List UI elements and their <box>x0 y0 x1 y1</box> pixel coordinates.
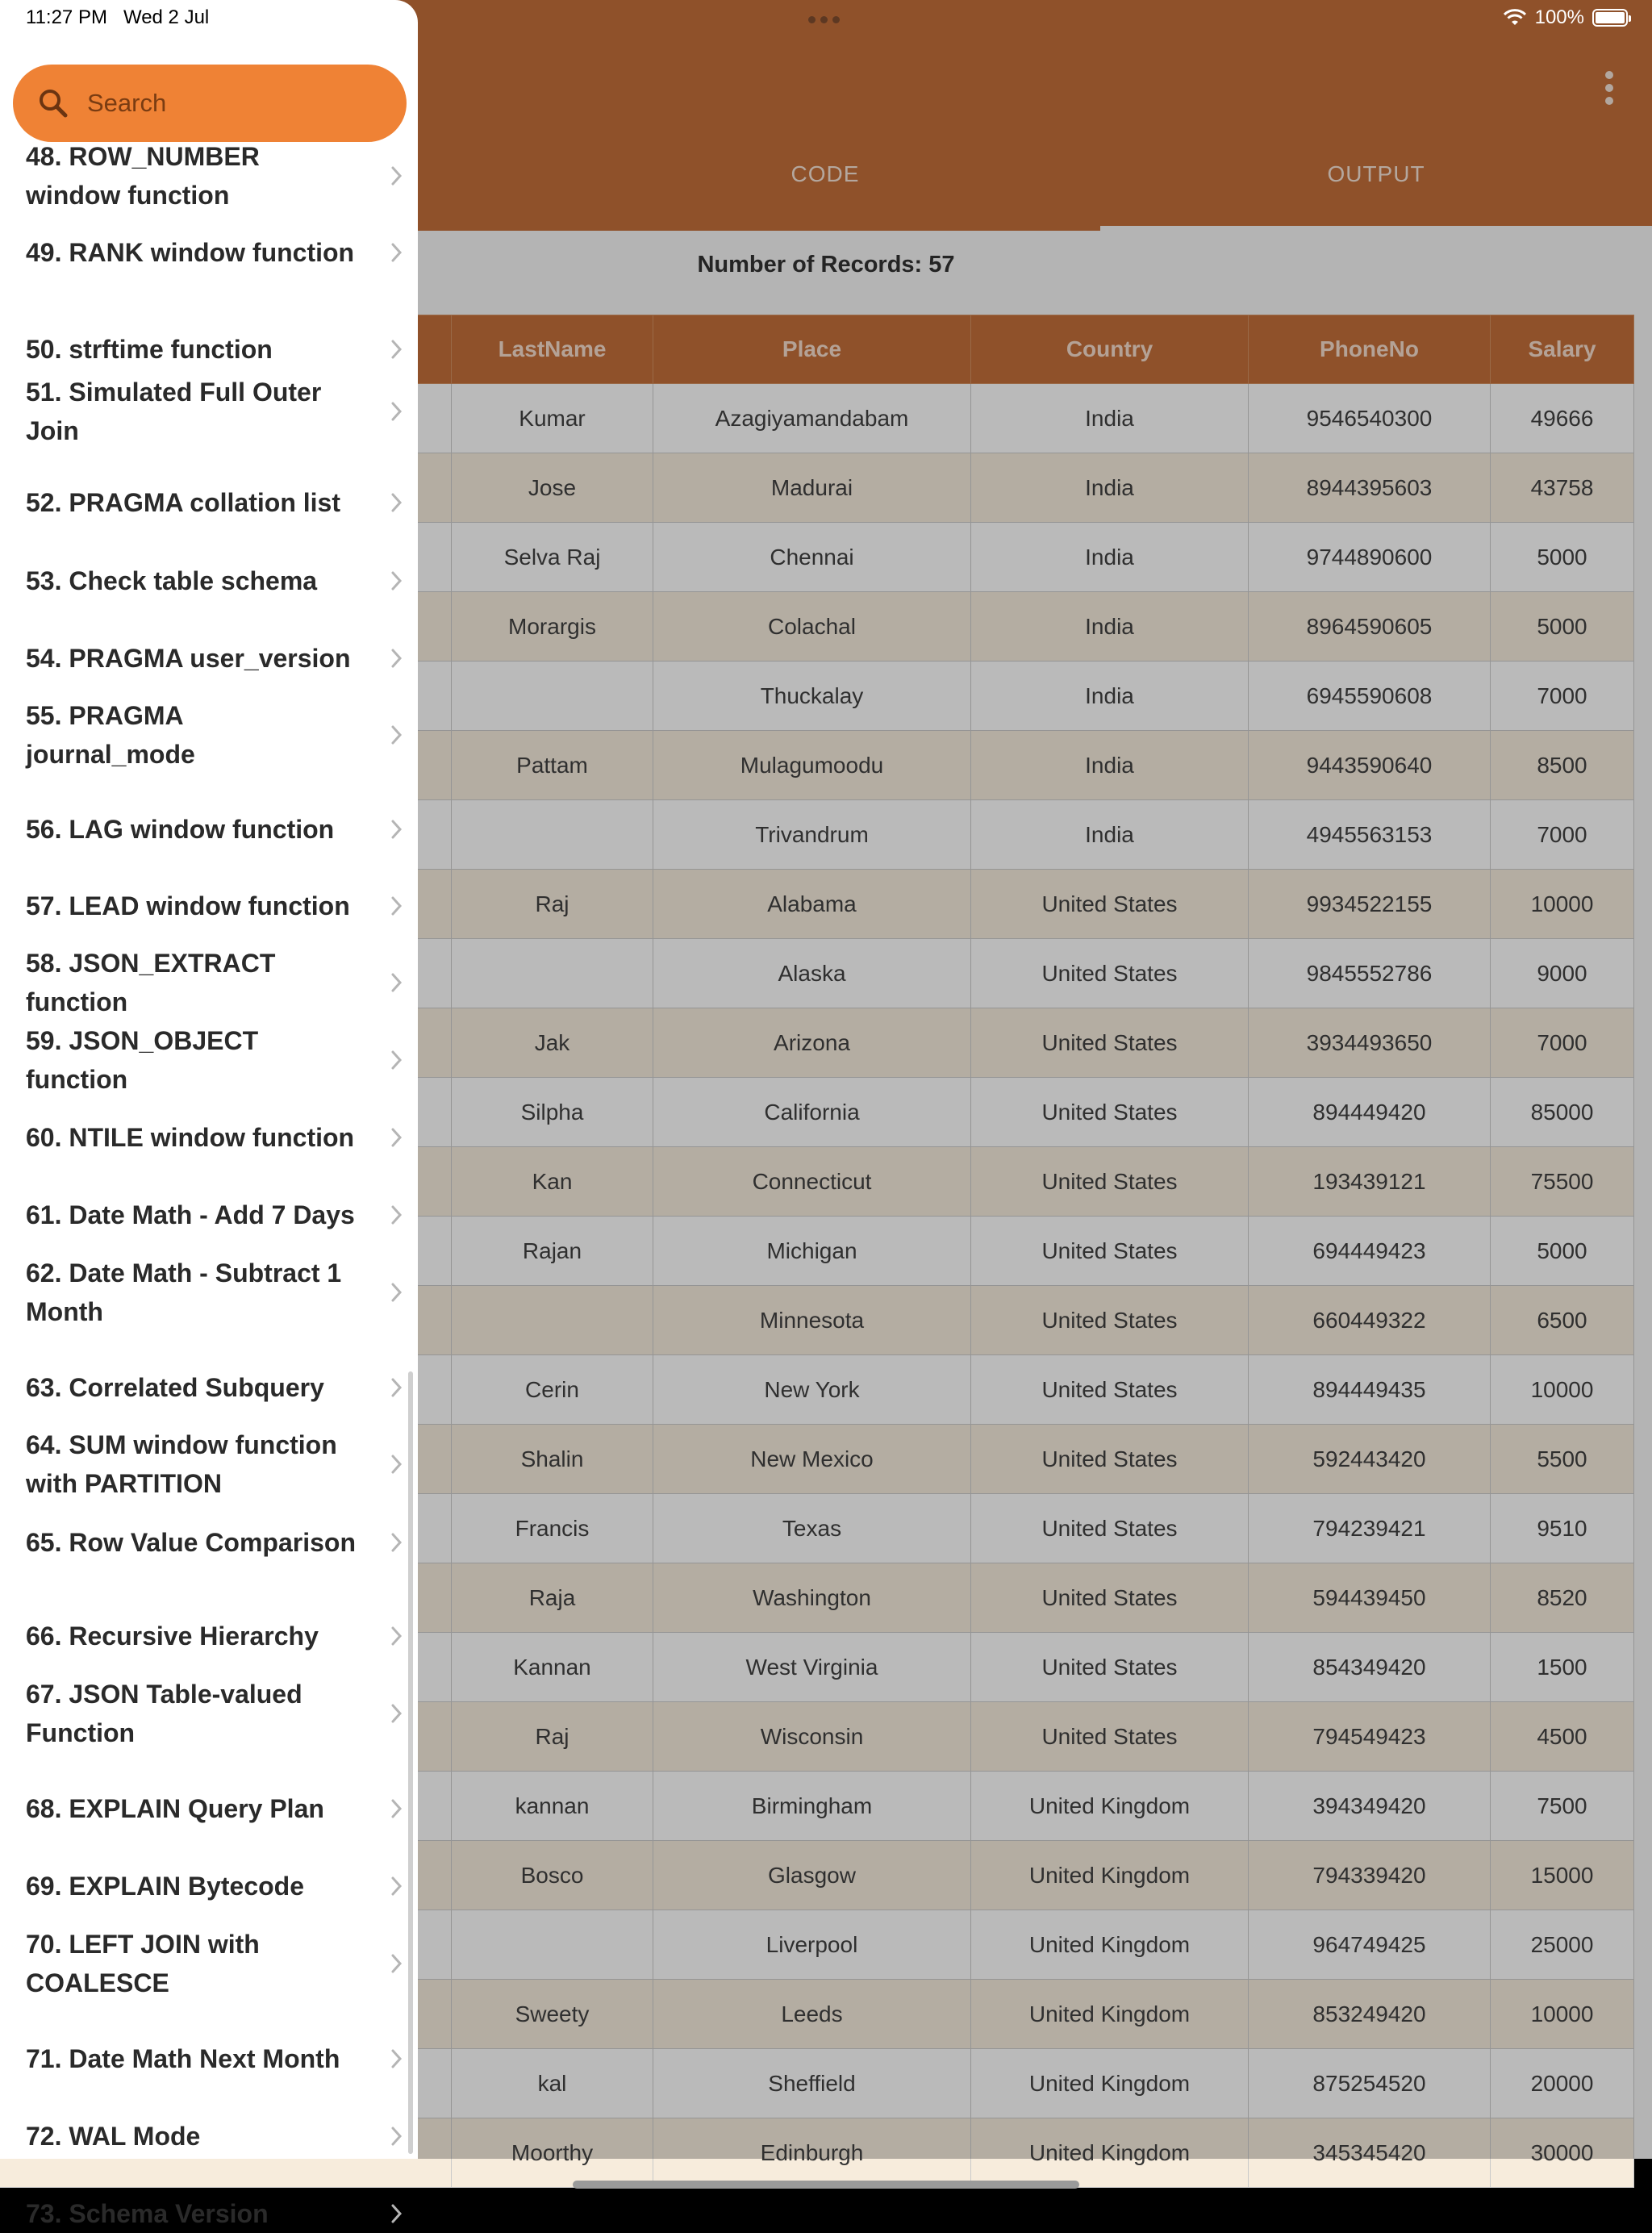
status-date: Wed 2 Jul <box>123 6 210 28</box>
table-cell: Sheffield <box>653 2049 971 2118</box>
chevron-right-icon <box>389 1203 405 1227</box>
table-cell: Birmingham <box>653 1772 971 1841</box>
table-cell: United Kingdom <box>971 2118 1249 2188</box>
table-cell: Raja <box>452 1563 653 1633</box>
table-cell: 43758 <box>1491 453 1634 523</box>
table-cell: 193439121 <box>1249 1147 1491 1217</box>
table-cell: United States <box>971 1217 1249 1286</box>
table-cell: 9744890600 <box>1249 523 1491 592</box>
sidebar-item-label: 70. LEFT JOIN with COALESCE <box>26 1930 260 1997</box>
table-cell: 660449322 <box>1249 1286 1491 1355</box>
table-cell: United States <box>971 1633 1249 1702</box>
tab-code[interactable]: CODE <box>791 161 860 186</box>
table-cell: Edinburgh <box>653 2118 971 2188</box>
sidebar-item-label: 56. LAG window function <box>26 815 335 844</box>
table-cell: Sweety <box>452 1980 653 2049</box>
table-cell: India <box>971 592 1249 662</box>
sidebar-drawer <box>0 0 418 2228</box>
table-cell: West Virginia <box>653 1633 971 1702</box>
column-header[interactable]: PhoneNo <box>1249 315 1491 384</box>
table-cell: United States <box>971 870 1249 939</box>
table-cell: 9510 <box>1491 1494 1634 1563</box>
table-cell: Azagiyamandabam <box>653 384 971 453</box>
table-cell: Raj <box>452 870 653 939</box>
table-cell: 694449423 <box>1249 1217 1491 1286</box>
table-cell: Alabama <box>653 870 971 939</box>
sidebar-item[interactable] <box>26 1254 405 1331</box>
sidebar-item[interactable] <box>26 1176 405 1254</box>
table-cell: Michigan <box>653 1217 971 1286</box>
chevron-right-icon <box>389 970 405 995</box>
chevron-right-icon <box>389 1951 405 1976</box>
chevron-right-icon <box>389 646 405 670</box>
table-cell: 853249420 <box>1249 1980 1491 2049</box>
sidebar-item[interactable] <box>26 1675 405 1752</box>
table-cell: 3934493650 <box>1249 1008 1491 1078</box>
table-cell: kannan <box>452 1772 653 1841</box>
table-cell: 794339420 <box>1249 1841 1491 1910</box>
table-cell: 25000 <box>1491 1910 1634 1980</box>
sidebar-item-label: 57. LEAD window function <box>26 891 350 920</box>
table-cell: Kannan <box>452 1633 653 1702</box>
table-cell: Jose <box>452 453 653 523</box>
column-header[interactable]: Country <box>971 315 1249 384</box>
search-placeholder: Search <box>87 89 167 117</box>
table-cell: United Kingdom <box>971 1910 1249 1980</box>
table-cell: 594439450 <box>1249 1563 1491 1633</box>
chevron-right-icon <box>389 1452 405 1476</box>
table-cell: Minnesota <box>653 1286 971 1355</box>
table-cell: United States <box>971 939 1249 1008</box>
sidebar-item-label: 71. Date Math Next Month <box>26 2044 340 2073</box>
table-cell: 9546540300 <box>1249 384 1491 453</box>
table-cell: Glasgow <box>653 1841 971 1910</box>
table-cell: United States <box>971 1078 1249 1147</box>
table-cell: 1500 <box>1491 1633 1634 1702</box>
table-cell: 875254520 <box>1249 2049 1491 2118</box>
chevron-right-icon <box>389 817 405 841</box>
sidebar-item-label: 62. Date Math - Subtract 1 Month <box>26 1258 342 1326</box>
sidebar-item[interactable] <box>26 2039 405 2078</box>
chevron-right-icon <box>389 1375 405 1400</box>
table-cell: 5000 <box>1491 592 1634 662</box>
table-cell: Bosco <box>452 1841 653 1910</box>
table-cell: India <box>971 523 1249 592</box>
table-cell: 7000 <box>1491 662 1634 731</box>
table-cell: United States <box>971 1425 1249 1494</box>
table-cell: 5500 <box>1491 1425 1634 1494</box>
chevron-right-icon <box>389 490 405 515</box>
table-cell: Alaska <box>653 939 971 1008</box>
sidebar-item[interactable] <box>26 1617 405 1655</box>
table-cell: India <box>971 731 1249 800</box>
table-cell: 7500 <box>1491 1772 1634 1841</box>
table-cell: 7000 <box>1491 1008 1634 1078</box>
sidebar-item-label: 61. Date Math - Add 7 Days <box>26 1200 355 1229</box>
sidebar-item-label: 53. Check table schema <box>26 566 318 595</box>
sidebar-item-label: 59. JSON_OBJECT function <box>26 1026 259 1094</box>
chevron-right-icon <box>389 1624 405 1648</box>
table-cell: New Mexico <box>653 1425 971 1494</box>
table-cell: Jak <box>452 1008 653 1078</box>
table-cell: Connecticut <box>653 1147 971 1217</box>
table-cell: Leeds <box>653 1980 971 2049</box>
table-cell: Trivandrum <box>653 800 971 870</box>
table-cell: 10000 <box>1491 870 1634 939</box>
table-cell: 4500 <box>1491 1702 1634 1772</box>
tab-output[interactable]: OUTPUT <box>1327 161 1425 186</box>
sidebar-item[interactable] <box>26 2194 405 2233</box>
table-cell: United Kingdom <box>971 1980 1249 2049</box>
status-indicators <box>1503 6 1628 29</box>
table-cell: 794239421 <box>1249 1494 1491 1563</box>
table-cell: Kumar <box>452 384 653 453</box>
table-cell: 30000 <box>1491 2118 1634 2188</box>
table-cell: United States <box>971 1494 1249 1563</box>
sidebar-item[interactable] <box>26 373 405 450</box>
status-time: 11:27 PM <box>26 6 107 28</box>
sidebar-item-label: 69. EXPLAIN Bytecode <box>26 1872 304 1901</box>
home-indicator[interactable] <box>573 2181 1079 2189</box>
wifi-icon <box>1503 9 1527 27</box>
sidebar-item[interactable] <box>26 944 405 1021</box>
table-cell: 49666 <box>1491 384 1634 453</box>
chevron-right-icon <box>389 723 405 747</box>
chevron-right-icon <box>389 2124 405 2148</box>
table-cell: 6945590608 <box>1249 662 1491 731</box>
chevron-right-icon <box>389 1797 405 1821</box>
records-count: Number of Records: 57 <box>697 252 955 278</box>
table-cell: 85000 <box>1491 1078 1634 1147</box>
chevron-right-icon <box>389 1530 405 1555</box>
chevron-right-icon <box>389 1280 405 1304</box>
table-cell: Kan <box>452 1147 653 1217</box>
sidebar-item[interactable] <box>26 2117 405 2156</box>
chevron-right-icon <box>389 337 405 361</box>
chevron-right-icon <box>389 1048 405 1072</box>
table-cell: Washington <box>653 1563 971 1633</box>
search-icon <box>35 86 71 121</box>
table-cell: 10000 <box>1491 1980 1634 2049</box>
table-cell: United Kingdom <box>971 2049 1249 2118</box>
table-cell: Liverpool <box>653 1910 971 1980</box>
sidebar-item-label: 49. RANK window function <box>26 238 355 267</box>
sidebar-item-label: 54. PRAGMA user_version <box>26 644 351 673</box>
sidebar-item-label: 72. WAL Mode <box>26 2122 201 2151</box>
table-cell: Wisconsin <box>653 1702 971 1772</box>
table-cell: United States <box>971 1355 1249 1425</box>
table-cell: Shalin <box>452 1425 653 1494</box>
table-cell: 794549423 <box>1249 1702 1491 1772</box>
table-cell: 7000 <box>1491 800 1634 870</box>
table-cell: 9443590640 <box>1249 731 1491 800</box>
chevron-right-icon <box>389 1874 405 1898</box>
table-cell: 592443420 <box>1249 1425 1491 1494</box>
table-cell: 854349420 <box>1249 1633 1491 1702</box>
table-cell: Raj <box>452 1702 653 1772</box>
table-cell: India <box>971 800 1249 870</box>
sidebar-item[interactable] <box>26 1368 405 1407</box>
chevron-right-icon <box>389 164 405 188</box>
battery-icon <box>1592 9 1628 27</box>
table-cell: Madurai <box>653 453 971 523</box>
table-cell: United States <box>971 1147 1249 1217</box>
table-cell: Cerin <box>452 1355 653 1425</box>
table-cell: United States <box>971 1008 1249 1078</box>
table-cell: 9934522155 <box>1249 870 1491 939</box>
table-cell: Colachal <box>653 592 971 662</box>
column-header[interactable]: Salary <box>1491 315 1634 384</box>
sidebar-item[interactable] <box>26 330 405 369</box>
sidebar-item-label: 51. Simulated Full Outer Join <box>26 378 322 445</box>
table-cell: Arizona <box>653 1008 971 1078</box>
sidebar-item-label: 55. PRAGMA journal_mode <box>26 701 195 769</box>
sidebar-item-label: 64. SUM window function with PARTITION <box>26 1430 337 1498</box>
column-header[interactable]: Place <box>653 315 971 384</box>
column-header[interactable]: LastName <box>452 315 653 384</box>
table-cell: Moorthy <box>452 2118 653 2188</box>
table-cell: United States <box>971 1563 1249 1633</box>
sidebar-item[interactable] <box>26 214 405 291</box>
sidebar-item[interactable] <box>26 561 405 600</box>
table-cell: Texas <box>653 1494 971 1563</box>
chevron-right-icon <box>389 2047 405 2071</box>
sidebar-list[interactable] <box>0 142 418 2228</box>
table-cell: Francis <box>452 1494 653 1563</box>
sidebar-scrollbar[interactable] <box>408 1371 413 2154</box>
table-cell: 9845552786 <box>1249 939 1491 1008</box>
table-cell: 75500 <box>1491 1147 1634 1217</box>
table-cell: 6500 <box>1491 1286 1634 1355</box>
table-cell: Chennai <box>653 523 971 592</box>
table-cell: 8520 <box>1491 1563 1634 1633</box>
chevron-right-icon <box>389 399 405 424</box>
table-cell: 15000 <box>1491 1841 1634 1910</box>
sidebar-item[interactable] <box>26 1021 405 1099</box>
sidebar-item-label: 50. strftime function <box>26 335 273 364</box>
table-cell: Selva Raj <box>452 523 653 592</box>
chevron-right-icon <box>389 569 405 593</box>
table-cell: 8964590605 <box>1249 592 1491 662</box>
table-cell: United Kingdom <box>971 1841 1249 1910</box>
sidebar-item[interactable] <box>26 1099 405 1176</box>
sidebar-item[interactable] <box>26 1925 405 2002</box>
table-cell: California <box>653 1078 971 1147</box>
status-datetime <box>26 6 209 29</box>
table-cell: Pattam <box>452 731 653 800</box>
table-cell: United Kingdom <box>971 1772 1249 1841</box>
table-cell: 9000 <box>1491 939 1634 1008</box>
table-cell: 10000 <box>1491 1355 1634 1425</box>
sidebar-item-label: 52. PRAGMA collation list <box>26 488 340 517</box>
sidebar-item-label: 68. EXPLAIN Query Plan <box>26 1794 324 1823</box>
search-input[interactable] <box>13 65 407 142</box>
sidebar-item-label: 60. NTILE window function <box>26 1123 355 1152</box>
table-cell: 4945563153 <box>1249 800 1491 870</box>
sidebar-item-label: 65. Row Value Comparison <box>26 1528 356 1557</box>
sidebar-item[interactable] <box>26 887 405 925</box>
sidebar-item[interactable] <box>26 1867 405 1905</box>
battery-percent: 100% <box>1534 6 1584 28</box>
table-cell: United States <box>971 1286 1249 1355</box>
table-cell: 394349420 <box>1249 1772 1491 1841</box>
chevron-right-icon <box>389 240 405 265</box>
sidebar-item[interactable] <box>26 1425 405 1503</box>
sidebar-item[interactable] <box>26 696 405 774</box>
chevron-right-icon <box>389 1125 405 1150</box>
table-cell: 5000 <box>1491 1217 1634 1286</box>
sidebar-item-label: 67. JSON Table-valued Function <box>26 1680 302 1747</box>
sidebar-item-label: 48. ROW_NUMBER window function <box>26 142 260 210</box>
table-cell: Mulagumoodu <box>653 731 971 800</box>
table-cell: 345345420 <box>1249 2118 1491 2188</box>
table-cell: 5000 <box>1491 523 1634 592</box>
chevron-right-icon <box>389 2202 405 2226</box>
sidebar-item-label: 66. Recursive Hierarchy <box>26 1622 319 1651</box>
sidebar-item[interactable] <box>26 1789 405 1828</box>
chevron-right-icon <box>389 894 405 918</box>
sidebar-item[interactable] <box>26 137 405 215</box>
chevron-right-icon <box>389 1701 405 1726</box>
sidebar-item-label: 58. JSON_EXTRACT function <box>26 949 276 1016</box>
table-cell: 8500 <box>1491 731 1634 800</box>
table-cell: New York <box>653 1355 971 1425</box>
sidebar-item[interactable] <box>26 1504 405 1581</box>
table-cell: 20000 <box>1491 2049 1634 2118</box>
table-cell: 8944395603 <box>1249 453 1491 523</box>
table-cell: kal <box>452 2049 653 2118</box>
table-cell: 894449435 <box>1249 1355 1491 1425</box>
table-cell: 894449420 <box>1249 1078 1491 1147</box>
table-cell: Rajan <box>452 1217 653 1286</box>
sidebar-item-label: 73. Schema Version <box>26 2199 269 2228</box>
table-cell: Silpha <box>452 1078 653 1147</box>
table-cell: India <box>971 662 1249 731</box>
sidebar-item[interactable] <box>26 639 405 678</box>
table-cell: India <box>971 384 1249 453</box>
table-cell: Morargis <box>452 592 653 662</box>
table-cell: United States <box>971 1702 1249 1772</box>
multitasking-dots-icon[interactable] <box>808 16 840 23</box>
table-cell: India <box>971 453 1249 523</box>
table-cell: 964749425 <box>1249 1910 1491 1980</box>
table-cell: Thuckalay <box>653 662 971 731</box>
sidebar-item[interactable] <box>26 810 405 849</box>
sidebar-item-label: 63. Correlated Subquery <box>26 1373 324 1402</box>
sidebar-item[interactable] <box>26 483 405 522</box>
